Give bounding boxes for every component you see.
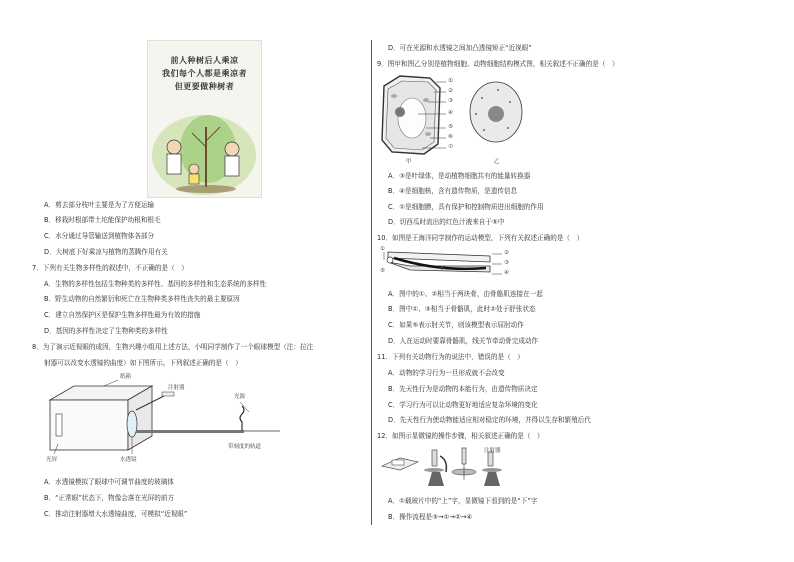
cell-label-5: ⑤ (448, 124, 453, 130)
syringe-label-12: 注射器 (484, 448, 501, 454)
plant-cell-label: 甲 (406, 159, 412, 165)
model-label-4: ④ (504, 270, 509, 276)
tree-planting-poster (147, 40, 262, 198)
q8-option-b: B．“正常眼”状态下，物像会落在光屏的前方 (44, 494, 175, 502)
poster-line-2: 我们每个人都是乘凉者 (162, 68, 247, 78)
water-lens-label: 水透镜 (120, 457, 137, 463)
syringe-label: 注射器 (168, 385, 185, 391)
q7-stem: 7．下列有关生物多样性的叙述中，不正确的是（ ） (32, 264, 188, 272)
cell-label-4: ④ (448, 110, 453, 116)
paper-box-label: 纸箱 (120, 374, 132, 380)
poster-line-3: 但更要做种树者 (174, 81, 235, 91)
q12-option-b: B．操作流程是③→①→②→④ (388, 513, 473, 521)
q10-option-b: B．图中①、③相当于骨骼肌，此时②处于舒张状态 (388, 305, 536, 313)
q9-option-a: A．③是叶绿体，是动植物细胞共有的能量转换器 (388, 172, 531, 180)
q10-option-a: A．图中的①、②相当于两块骨，由骨骼肌连接在一起 (388, 290, 543, 298)
q9-stem: 9．图甲和图乙分别是植物细胞、动物细胞结构模式图，相关叙述不正确的是（ ） (377, 60, 619, 68)
light-source-label: 光源 (234, 394, 246, 400)
q11-option-b: B．先天性行为是动物的本能行为，由遗传物质决定 (388, 385, 538, 393)
q6-option-b: B．移栽时根部带土坨能保护幼根和根毛 (44, 216, 161, 224)
cell-diagram-drawing (378, 74, 528, 166)
poster-illustration (148, 97, 261, 197)
q8-option-c: C．推动注射器增大水透镜曲度，可模拟“近视眼” (44, 510, 188, 518)
q11-stem: 11．下列有关动物行为的说法中，错误的是（ ） (377, 353, 524, 361)
poster-line-1: 前人种树后人乘凉 (170, 55, 239, 65)
microscope-steps-figure (380, 446, 510, 490)
q10-stem: 10．如图是王海洋同学制作的运动模型，下列有关叙述正确的是（ ） (377, 234, 584, 242)
q8-option-d: D．可在光源和水透镜之间加凸透镜矫正“近视眼” (388, 44, 532, 52)
cell-label-1: ① (448, 78, 453, 84)
model-label-2: ② (504, 250, 509, 256)
column-divider (371, 40, 372, 525)
q6-option-a: A．剪去部分枝叶主要是为了方便运输 (44, 201, 155, 209)
q7-option-b: B．野生动物的自然繁衍和死亡在生物种类多样性丧失的最主要原因 (44, 295, 240, 303)
q8-stem-line-1: 8．为了演示近视眼的成因，生物兴趣小组用上述方法，小明同学制作了一个眼球模型（注：拉注 (32, 343, 314, 351)
q9-option-d: D．切西瓜时流出的红色汁液来自于⑤中 (388, 218, 505, 226)
motion-model-drawing (380, 246, 520, 284)
cell-label-3: ③ (448, 98, 453, 104)
q10-option-c: C．如果⑤表示肘关节，则该模型表示屈肘动作 (388, 321, 524, 329)
q8-stem-line-2: 射器可以改变水透镜的曲度）如下图所示。下列叙述正确的是（ ） (44, 359, 242, 367)
q7-option-d: D．基因的多样性决定了生物种类的多样性 (44, 327, 168, 335)
q7-option-c: C．建立自然保护区是保护生物多样性最为有效的措施 (44, 311, 201, 319)
q12-stem: 12．如图示显微镜的操作步骤，相关叙述正确的是（ ） (377, 432, 544, 440)
animal-cell-label: 乙 (494, 159, 500, 165)
q11-option-d: D．先天性行为使动物能适应相对稳定的环境，并得以生存和繁殖后代 (388, 416, 591, 424)
cell-diagram-figure (378, 74, 528, 166)
model-label-1: ① (380, 246, 385, 252)
motion-model-figure (380, 246, 520, 284)
q9-option-b: B．④是细胞核，含有遗传物质，是遗传信息 (388, 187, 518, 195)
cell-label-2: ② (448, 88, 453, 94)
eye-model-figure (44, 374, 284, 464)
q11-option-a: A．动物的学习行为一旦形成就不会改变 (388, 369, 505, 377)
cell-label-6: ⑥ (448, 134, 453, 140)
model-label-3: ③ (504, 260, 509, 266)
track-label: 带刻度的轨道 (228, 444, 262, 450)
q6-option-c: C．水分通过导管输送到植物体各部分 (44, 232, 155, 240)
model-label-5: ⑤ (380, 268, 385, 274)
q11-option-c: C．学习行为可以让动物更好地适应复杂环境的变化 (388, 401, 538, 409)
q9-option-c: C．①是细胞膜，具有保护和控制物质进出细胞的作用 (388, 203, 544, 211)
q12-option-a: A．①载玻片中的“上”字，显微镜下看到的是“下”字 (388, 497, 538, 505)
q7-option-a: A．生物的多样性包括生物种类的多样性、基因的多样性和生态系统的多样性 (44, 280, 267, 288)
q10-option-d: D．人在运动时要靠骨骼肌，线关节牵动骨完成动作 (388, 337, 539, 345)
q8-option-a: A．水透镜模拟了眼球中可调节曲度的玻璃体 (44, 478, 174, 486)
q6-option-d: D．大树底下好乘凉与植物的蒸腾作用有关 (44, 248, 168, 256)
cell-label-7: ⑦ (448, 144, 453, 150)
eye-model-drawing (44, 378, 284, 464)
screen-label: 光屏 (46, 457, 58, 463)
